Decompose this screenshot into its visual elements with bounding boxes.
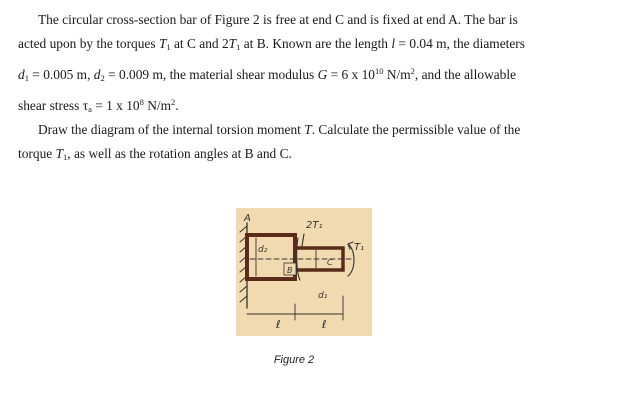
p1-line-3 <box>18 59 626 90</box>
modulus-symbol: G <box>317 67 328 82</box>
label-length-left: ℓ <box>276 318 281 331</box>
subscript: 2 <box>100 73 105 83</box>
subscript: 1 <box>236 42 241 52</box>
label-torque-t1: T₁ <box>354 242 365 253</box>
label-c: C <box>327 258 333 267</box>
text-run: N/m <box>143 98 172 113</box>
label-d2: d₂ <box>258 245 268 255</box>
subscript: a <box>88 104 92 114</box>
text-run: at B. Known are the length <box>240 36 392 51</box>
text-run: acted upon by the torques <box>18 36 159 51</box>
superscript: 8 <box>139 97 144 107</box>
diameter-symbol: d <box>18 67 25 82</box>
text-run: . Calculate the permissible value of the <box>311 122 521 137</box>
p2-line-1 <box>18 118 626 142</box>
text-run: Draw the diagram of the internal torsion moment <box>38 122 305 137</box>
text-run: = 1 x 10 <box>91 98 140 113</box>
superscript: 10 <box>375 66 384 76</box>
label-length-right: ℓ <box>322 318 327 331</box>
length-symbol: l <box>391 36 396 51</box>
problem-paragraph-1 <box>18 8 626 121</box>
torque-symbol: T <box>158 36 167 51</box>
text-run: = 6 x 10 <box>327 67 375 82</box>
torque-symbol: T <box>55 146 64 161</box>
label-torque-2t1: 2T₁ <box>306 220 323 231</box>
text-run: = 0.04 m, the diameters <box>395 36 525 51</box>
text-run: . <box>175 98 179 113</box>
text-run: torque <box>18 146 56 161</box>
subscript: 1 <box>63 152 68 162</box>
problem-paragraph-2 <box>18 118 626 169</box>
bar-sketch-drawing <box>236 208 372 336</box>
text-run: The circular cross-section bar of Figure 2 is free at end C and is fixed at end A. The bar is <box>38 12 518 27</box>
torque-symbol: T <box>228 36 237 51</box>
text-run: at C and 2 <box>170 36 229 51</box>
text-run: shear stress τ <box>18 98 89 113</box>
p1-line-1 <box>18 8 626 32</box>
superscript: 2 <box>410 66 415 76</box>
label-d1: d₁ <box>318 291 328 301</box>
subscript: 1 <box>166 42 171 52</box>
text-run: , and the allowable <box>414 67 517 82</box>
text-run: = 0.005 m, <box>28 67 94 82</box>
label-a: A <box>244 213 251 224</box>
superscript: 2 <box>171 97 176 107</box>
torque-symbol: T <box>304 122 312 137</box>
text-run: = 0.009 m, the material shear modulus <box>104 67 318 82</box>
bar-sketch-figure <box>236 208 372 336</box>
p1-line-4 <box>18 90 626 121</box>
p1-line-2 <box>18 32 626 59</box>
label-b: B <box>287 266 293 275</box>
text-run: N/m <box>383 67 411 82</box>
figure-caption: Figure 2 <box>273 354 315 366</box>
p2-line-2 <box>18 142 626 169</box>
subscript: 1 <box>24 73 29 83</box>
text-run: , as well as the rotation angles at B and C. <box>67 146 292 161</box>
diameter-symbol: d <box>93 67 101 82</box>
